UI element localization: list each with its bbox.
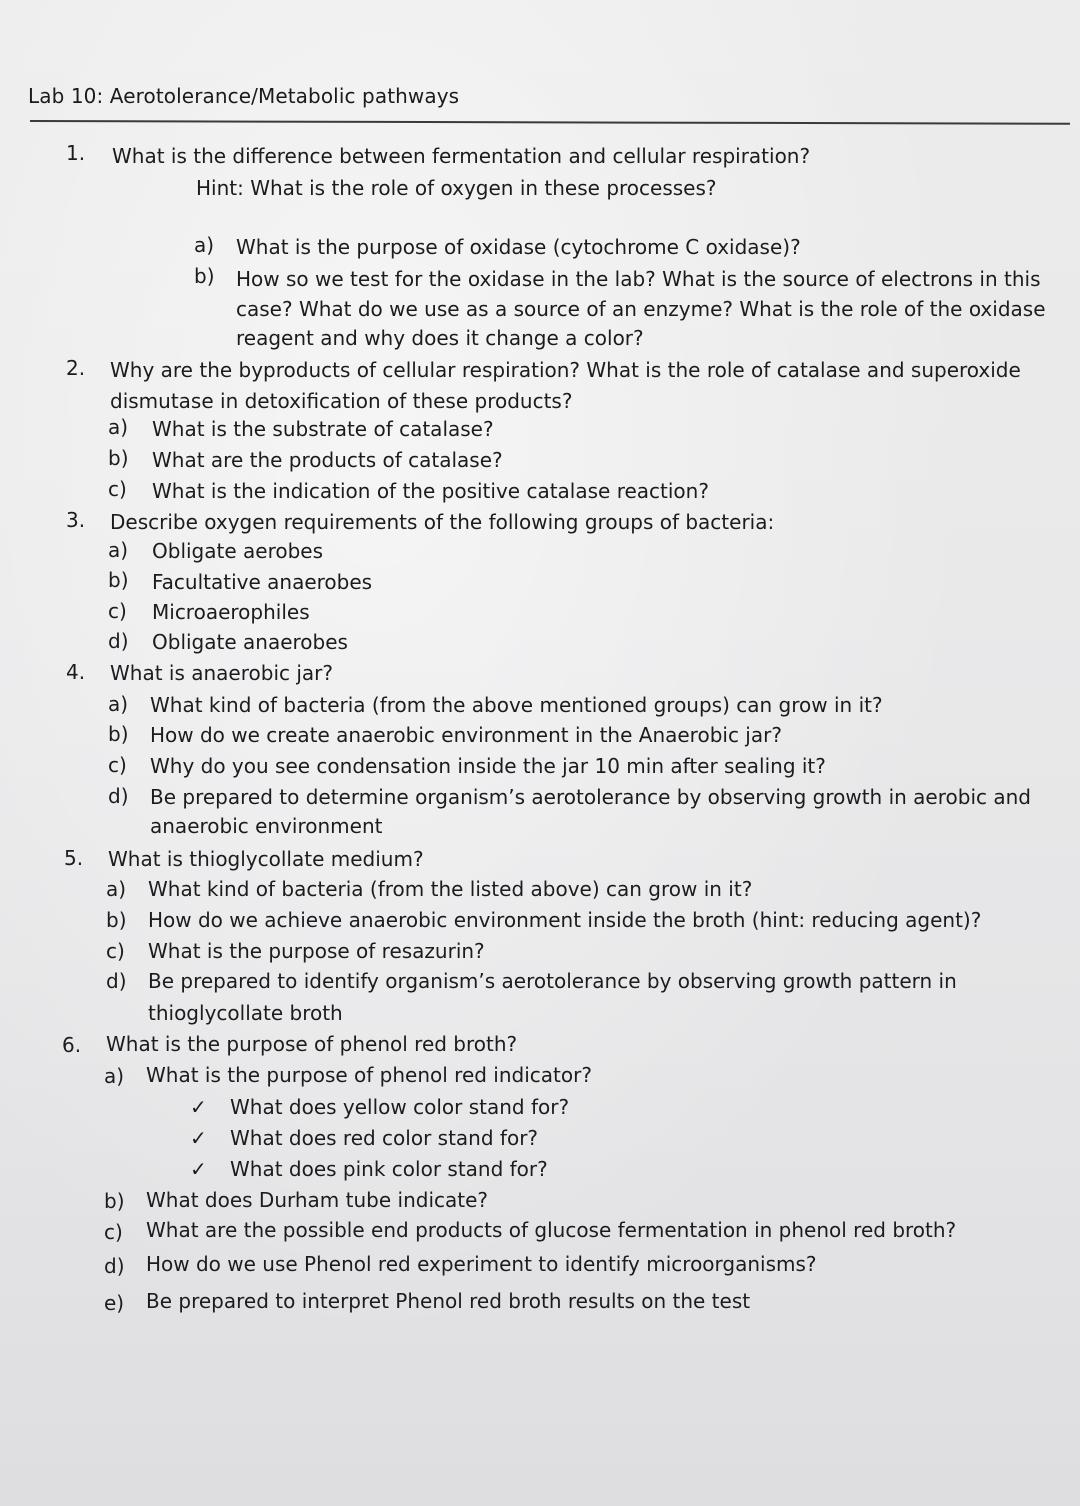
q4-a-text: What kind of bacteria (from the above mentioned groups) can grow in it? bbox=[150, 693, 883, 717]
q1-b-mark: b) bbox=[194, 264, 215, 288]
q2-text-2: dismutase in detoxification of these products? bbox=[110, 389, 573, 413]
q6-a-text: What is the purpose of phenol red indicator? bbox=[146, 1063, 592, 1087]
title-underline bbox=[30, 120, 1070, 125]
q4-d-text-2: anaerobic environment bbox=[150, 814, 383, 838]
q1-text: What is the difference between fermentation and cellular respiration? bbox=[112, 144, 811, 168]
q5-number: 5. bbox=[64, 846, 84, 870]
q6-check-text-1: What does yellow color stand for? bbox=[230, 1095, 570, 1119]
q5-b-text: How do we achieve anaerobic environment inside the broth (hint: reducing agent)? bbox=[148, 908, 982, 932]
q2-c-text: What is the indication of the positive catalase reaction? bbox=[152, 479, 709, 503]
q3-c-mark: c) bbox=[108, 599, 127, 623]
q5-c-text: What is the purpose of resazurin? bbox=[148, 939, 485, 963]
q1-number: 1. bbox=[66, 141, 86, 165]
q2-a-text: What is the substrate of catalase? bbox=[152, 417, 494, 441]
q2-a-mark: a) bbox=[108, 415, 129, 439]
q5-text: What is thioglycollate medium? bbox=[108, 847, 424, 871]
check-icon: ✓ bbox=[190, 1126, 207, 1150]
q2-b-text: What are the products of catalase? bbox=[152, 448, 503, 472]
page-title: Lab 10: Aerotolerance/Metabolic pathways bbox=[28, 84, 460, 108]
q6-check-text-2: What does red color stand for? bbox=[230, 1126, 539, 1150]
q3-a-mark: a) bbox=[108, 538, 129, 562]
q6-a-mark: a) bbox=[104, 1064, 125, 1088]
q5-b-mark: b) bbox=[106, 908, 127, 932]
q3-d-text: Obligate anaerobes bbox=[152, 630, 348, 654]
q6-b-text: What does Durham tube indicate? bbox=[146, 1188, 489, 1212]
q6-e-text: Be prepared to interpret Phenol red broth results on the test bbox=[146, 1289, 751, 1313]
q4-b-mark: b) bbox=[108, 722, 129, 746]
q1-b-text-3: reagent and why does it change a color? bbox=[236, 326, 644, 350]
q4-d-mark: d) bbox=[108, 784, 129, 808]
q3-c-text: Microaerophiles bbox=[152, 600, 310, 624]
q2-b-mark: b) bbox=[108, 446, 129, 470]
q6-text: What is the purpose of phenol red broth? bbox=[106, 1032, 518, 1056]
q3-b-text: Facultative anaerobes bbox=[152, 570, 373, 594]
q6-e-mark: e) bbox=[104, 1291, 125, 1315]
q2-number: 2. bbox=[66, 356, 86, 380]
q2-c-mark: c) bbox=[108, 477, 127, 501]
q4-text: What is anaerobic jar? bbox=[110, 661, 334, 685]
q4-number: 4. bbox=[66, 660, 86, 684]
q4-a-mark: a) bbox=[108, 692, 129, 716]
q3-d-mark: d) bbox=[108, 629, 129, 653]
q4-d-text-1: Be prepared to determine organism’s aerotolerance by observing growth in aerobic and bbox=[150, 785, 1031, 809]
q6-number: 6. bbox=[62, 1033, 82, 1057]
q5-d-text-1: Be prepared to identify organism’s aerotolerance by observing growth pattern in bbox=[148, 969, 957, 993]
q3-text: Describe oxygen requirements of the following groups of bacteria: bbox=[110, 510, 775, 534]
q6-check-text-3: What does pink color stand for? bbox=[230, 1157, 548, 1181]
q4-b-text: How do we create anaerobic environment in the Anaerobic jar? bbox=[150, 723, 782, 747]
q1-a-text: What is the purpose of oxidase (cytochrome C oxidase)? bbox=[236, 235, 801, 259]
check-icon: ✓ bbox=[190, 1095, 207, 1119]
q6-c-text: What are the possible end products of glucose fermentation in phenol red broth? bbox=[146, 1218, 957, 1242]
check-icon: ✓ bbox=[190, 1157, 207, 1181]
q1-b-text-2: case? What do we use as a source of an enzyme? What is the role of the oxidase bbox=[236, 297, 1046, 321]
q5-d-mark: d) bbox=[106, 969, 127, 993]
q2-text-1: Why are the byproducts of cellular respiration? What is the role of catalase and superoxide bbox=[110, 358, 1021, 382]
q3-b-mark: b) bbox=[108, 568, 129, 592]
q6-c-mark: c) bbox=[104, 1220, 123, 1244]
q5-a-text: What kind of bacteria (from the listed above) can grow in it? bbox=[148, 877, 753, 901]
q3-a-text: Obligate aerobes bbox=[152, 539, 324, 563]
q5-d-text-2: thioglycollate broth bbox=[148, 1001, 343, 1025]
q3-number: 3. bbox=[66, 508, 86, 532]
q1-hint: Hint: What is the role of oxygen in these processes? bbox=[196, 176, 717, 200]
q4-c-text: Why do you see condensation inside the jar 10 min after sealing it? bbox=[150, 754, 826, 778]
q6-d-text: How do we use Phenol red experiment to identify microorganisms? bbox=[146, 1252, 817, 1276]
q5-a-mark: a) bbox=[106, 877, 127, 901]
q6-b-mark: b) bbox=[104, 1189, 125, 1213]
q1-b-text-1: How so we test for the oxidase in the lab? What is the source of electrons in this bbox=[236, 267, 1041, 291]
q1-a-mark: a) bbox=[194, 233, 215, 257]
q6-d-mark: d) bbox=[104, 1254, 125, 1278]
q5-c-mark: c) bbox=[106, 939, 125, 963]
q4-c-mark: c) bbox=[108, 753, 127, 777]
